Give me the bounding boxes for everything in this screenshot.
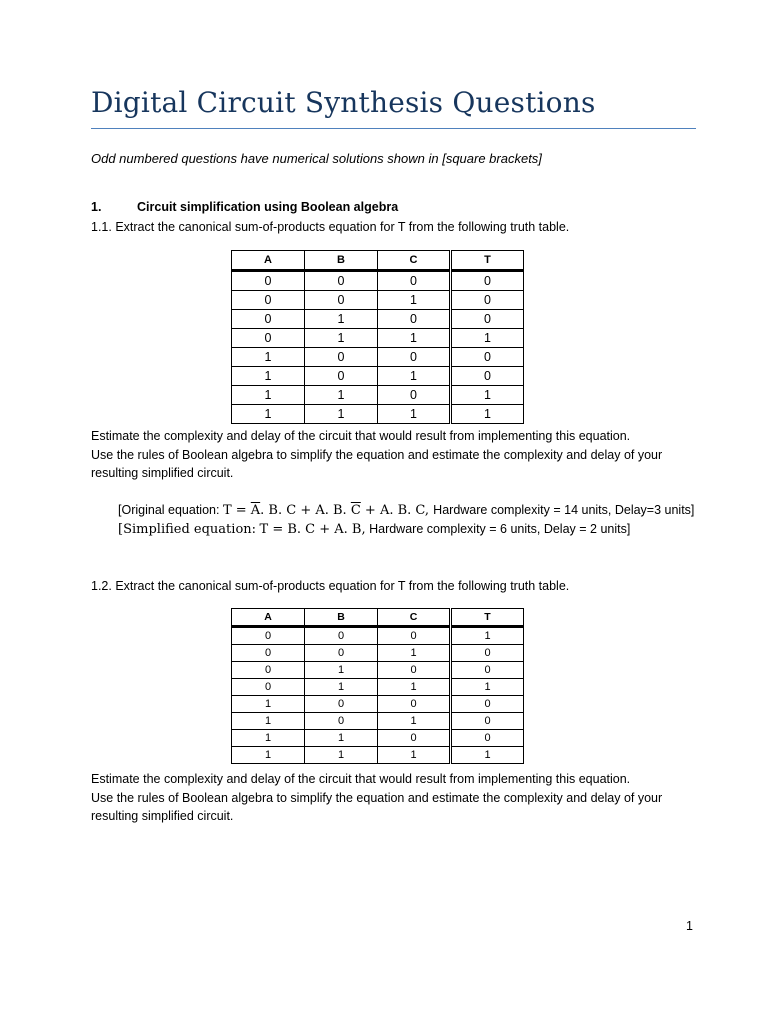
table-cell: 1 bbox=[232, 386, 305, 405]
table-cell: 1 bbox=[232, 367, 305, 386]
table-cell: 1 bbox=[232, 696, 305, 713]
table-cell: 1 bbox=[378, 679, 451, 696]
table-row bbox=[232, 696, 524, 713]
table-cell: 1 bbox=[378, 367, 451, 386]
column-header: C bbox=[378, 609, 451, 627]
table-cell: 0 bbox=[451, 271, 524, 291]
column-header: A bbox=[232, 609, 305, 627]
table-cell: 1 bbox=[451, 747, 524, 764]
table-cell: 1 bbox=[305, 386, 378, 405]
column-header: T bbox=[451, 251, 524, 271]
table-cell: 0 bbox=[378, 348, 451, 367]
table-cell: 1 bbox=[378, 291, 451, 310]
followup-text: Use the rules of Boolean algebra to simplify the equation and estimate the complexity and delay of your bbox=[91, 448, 663, 462]
section-number: 1. bbox=[91, 200, 102, 214]
table-cell: 0 bbox=[378, 310, 451, 329]
table-row bbox=[232, 730, 524, 747]
table-cell: 0 bbox=[232, 645, 305, 662]
followup-text: Estimate the complexity and delay of the circuit that would result from implementing this equation. bbox=[91, 429, 631, 443]
table-cell: 1 bbox=[305, 310, 378, 329]
table-row bbox=[232, 271, 524, 291]
truth-table-2 bbox=[231, 608, 524, 764]
table-cell: 1 bbox=[451, 386, 524, 405]
table-cell: 0 bbox=[451, 310, 524, 329]
table-row bbox=[232, 747, 524, 764]
table-cell: 1 bbox=[378, 405, 451, 424]
section-title: Circuit simplification using Boolean algebra bbox=[137, 200, 399, 214]
answer-label: [Original equation: bbox=[118, 503, 220, 517]
table-cell: 0 bbox=[232, 291, 305, 310]
column-header: T bbox=[451, 609, 524, 627]
simplified-equation: T = B. C + A. B, bbox=[259, 522, 366, 537]
table-cell: 0 bbox=[378, 386, 451, 405]
table-header-row bbox=[232, 251, 524, 271]
table-cell: 0 bbox=[305, 696, 378, 713]
table-row bbox=[232, 367, 524, 386]
table-row bbox=[232, 310, 524, 329]
table-cell: 1 bbox=[305, 405, 378, 424]
table-row bbox=[232, 405, 524, 424]
table-row bbox=[232, 679, 524, 696]
table-cell: 0 bbox=[451, 348, 524, 367]
table-row bbox=[232, 645, 524, 662]
table-cell: 1 bbox=[232, 747, 305, 764]
table-header-row bbox=[232, 609, 524, 627]
subtitle: Odd numbered questions have numerical solutions shown in [square brackets] bbox=[91, 151, 542, 166]
table-cell: 0 bbox=[451, 291, 524, 310]
table-cell: 0 bbox=[232, 662, 305, 679]
table-cell: 1 bbox=[305, 747, 378, 764]
answer-simplified bbox=[118, 521, 630, 538]
table-cell: 0 bbox=[451, 662, 524, 679]
followup-text: Use the rules of Boolean algebra to simplify the equation and estimate the complexity and delay of your bbox=[91, 791, 663, 805]
table-cell: 0 bbox=[451, 730, 524, 747]
table-cell: 0 bbox=[451, 367, 524, 386]
table-cell: 0 bbox=[305, 645, 378, 662]
table-cell: 0 bbox=[378, 696, 451, 713]
page-number: 1 bbox=[686, 919, 693, 933]
table-cell: 0 bbox=[305, 291, 378, 310]
title-divider bbox=[91, 128, 696, 129]
table-cell: 0 bbox=[305, 271, 378, 291]
column-header: C bbox=[378, 251, 451, 271]
table-row bbox=[232, 627, 524, 645]
table-row bbox=[232, 662, 524, 679]
question-1-1-prompt: 1.1. Extract the canonical sum-of-products equation for T from the following truth table. bbox=[91, 220, 570, 234]
table-cell: 1 bbox=[232, 348, 305, 367]
followup-text: Estimate the complexity and delay of the circuit that would result from implementing this equation. bbox=[91, 772, 631, 786]
answer-label: [Simplified equation: bbox=[118, 522, 257, 537]
table-cell: 1 bbox=[451, 627, 524, 645]
table-cell: 0 bbox=[305, 348, 378, 367]
followup-text: resulting simplified circuit. bbox=[91, 809, 234, 823]
followup-text: resulting simplified circuit. bbox=[91, 466, 234, 480]
table-cell: 0 bbox=[451, 713, 524, 730]
column-header: B bbox=[305, 251, 378, 271]
truth-table-1 bbox=[231, 250, 524, 424]
table-cell: 0 bbox=[232, 329, 305, 348]
column-header: A bbox=[232, 251, 305, 271]
table-cell: 0 bbox=[232, 310, 305, 329]
table-cell: 1 bbox=[451, 405, 524, 424]
table-cell: 0 bbox=[232, 271, 305, 291]
answer-details: Hardware complexity = 6 units, Delay = 2 units] bbox=[369, 522, 631, 536]
table-cell: 1 bbox=[451, 679, 524, 696]
table-cell: 0 bbox=[378, 627, 451, 645]
answer-details: Hardware complexity = 14 units, Delay=3 units] bbox=[433, 503, 695, 517]
original-equation: $T = \overline{A}$. B. C + A. B. $\overline{C} + A$. B. C, bbox=[222, 503, 430, 518]
table-cell: 1 bbox=[378, 747, 451, 764]
table-cell: 1 bbox=[232, 713, 305, 730]
table-cell: 0 bbox=[305, 627, 378, 645]
table-cell: 0 bbox=[451, 645, 524, 662]
table-cell: 1 bbox=[378, 329, 451, 348]
table-cell: 1 bbox=[378, 645, 451, 662]
table-row bbox=[232, 348, 524, 367]
table-cell: 1 bbox=[305, 329, 378, 348]
table-cell: 1 bbox=[305, 730, 378, 747]
table-cell: 0 bbox=[305, 713, 378, 730]
table-cell: 1 bbox=[305, 662, 378, 679]
table-cell: 1 bbox=[232, 405, 305, 424]
table-row bbox=[232, 713, 524, 730]
table-cell: 1 bbox=[378, 713, 451, 730]
table-cell: 0 bbox=[232, 679, 305, 696]
table-row bbox=[232, 386, 524, 405]
table-cell: 0 bbox=[232, 627, 305, 645]
table-cell: 1 bbox=[232, 730, 305, 747]
table-cell: 1 bbox=[451, 329, 524, 348]
question-1-2-prompt: 1.2. Extract the canonical sum-of-products equation for T from the following truth table. bbox=[91, 579, 570, 593]
page-title: Digital Circuit Synthesis Questions bbox=[91, 86, 596, 119]
table-row bbox=[232, 329, 524, 348]
table-cell: 0 bbox=[305, 367, 378, 386]
table-cell: 0 bbox=[378, 271, 451, 291]
table-cell: 0 bbox=[378, 662, 451, 679]
table-cell: 0 bbox=[378, 730, 451, 747]
answer-original bbox=[118, 502, 694, 519]
table-cell: 1 bbox=[305, 679, 378, 696]
table-cell: 0 bbox=[451, 696, 524, 713]
column-header: B bbox=[305, 609, 378, 627]
table-row bbox=[232, 291, 524, 310]
